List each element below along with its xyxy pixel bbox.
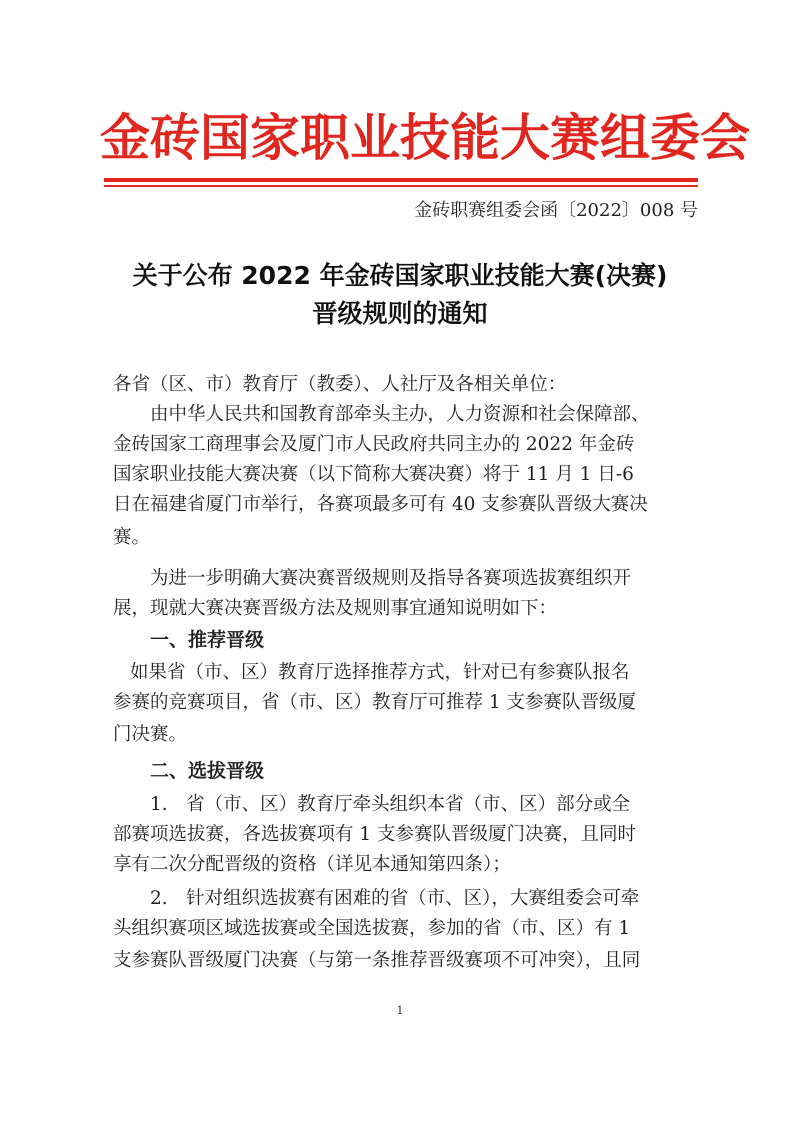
paragraph-line: 赛。 [113, 527, 151, 548]
section-heading-recommend: 一、推荐晋级 [150, 629, 265, 651]
paragraph-line: 由中华人民共和国教育部牵头主办，人力资源和社会保障部、 [150, 404, 650, 425]
paragraph-line: 如果省（市、区）教育厅选择推荐方式，针对已有参赛队报名 [130, 662, 630, 683]
masthead-thick-rule [104, 178, 698, 182]
paragraph-line: 金砖国家工商理事会及厦门市人民政府共同主办的 2022 年金砖 [113, 434, 635, 455]
paragraph-line: 1. 省（市、区）教育厅牵头组织本省（市、区）部分或全 [150, 794, 631, 815]
paragraph-line: 为进一步明确大赛决赛晋级规则及指导各赛项选拔赛组织开 [150, 568, 632, 589]
paragraph-line: 部赛项选拔赛，各选拔赛项有 1 支参赛队晋级厦门决赛，且同时 [113, 824, 637, 845]
masthead-thin-rule [104, 185, 698, 187]
document-number: 金砖职赛组委会函〔2022〕008 号 [414, 200, 698, 221]
paragraph-line: 国家职业技能大赛决赛（以下简称大赛决赛）将于 11 月 1 日-6 [113, 464, 634, 485]
section-heading-selection: 二、选拔晋级 [150, 760, 265, 782]
paragraph-line: 支参赛队晋级厦门决赛（与第一条推荐晋级赛项不可冲突），且同 [113, 950, 641, 971]
paragraph-line: 展，现就大赛决赛晋级方法及规则事宜通知说明如下： [113, 598, 558, 619]
paragraph-line: 日在福建省厦门市举行，各赛项最多可有 40 支参赛队晋级大赛决 [113, 494, 648, 515]
notice-title-line-2: 晋级规则的通知 [312, 299, 488, 328]
organization-masthead: 金砖国家职业技能大赛组委会 [100, 109, 750, 167]
paragraph-line: 头组织赛项区域选拔赛或全国选拔赛，参加的省（市、区）有 1 [113, 918, 631, 939]
salutation: 各省（区、市）教育厅（教委）、人社厅及各相关单位： [113, 374, 567, 395]
page-number: 1 [396, 1004, 404, 1017]
paragraph-line: 门决赛。 [113, 724, 188, 745]
paragraph-line: 享有二次分配晋级的资格（详见本通知第四条）； [113, 854, 511, 875]
paragraph-line: 2. 针对组织选拔赛有困难的省（市、区），大赛组委会可牵 [150, 888, 640, 909]
paragraph-line: 参赛的竞赛项目，省（市、区）教育厅可推荐 1 支参赛队晋级厦 [113, 692, 637, 713]
notice-title-line-1: 关于公布 2022 年金砖国家职业技能大赛(决赛) [132, 261, 668, 290]
